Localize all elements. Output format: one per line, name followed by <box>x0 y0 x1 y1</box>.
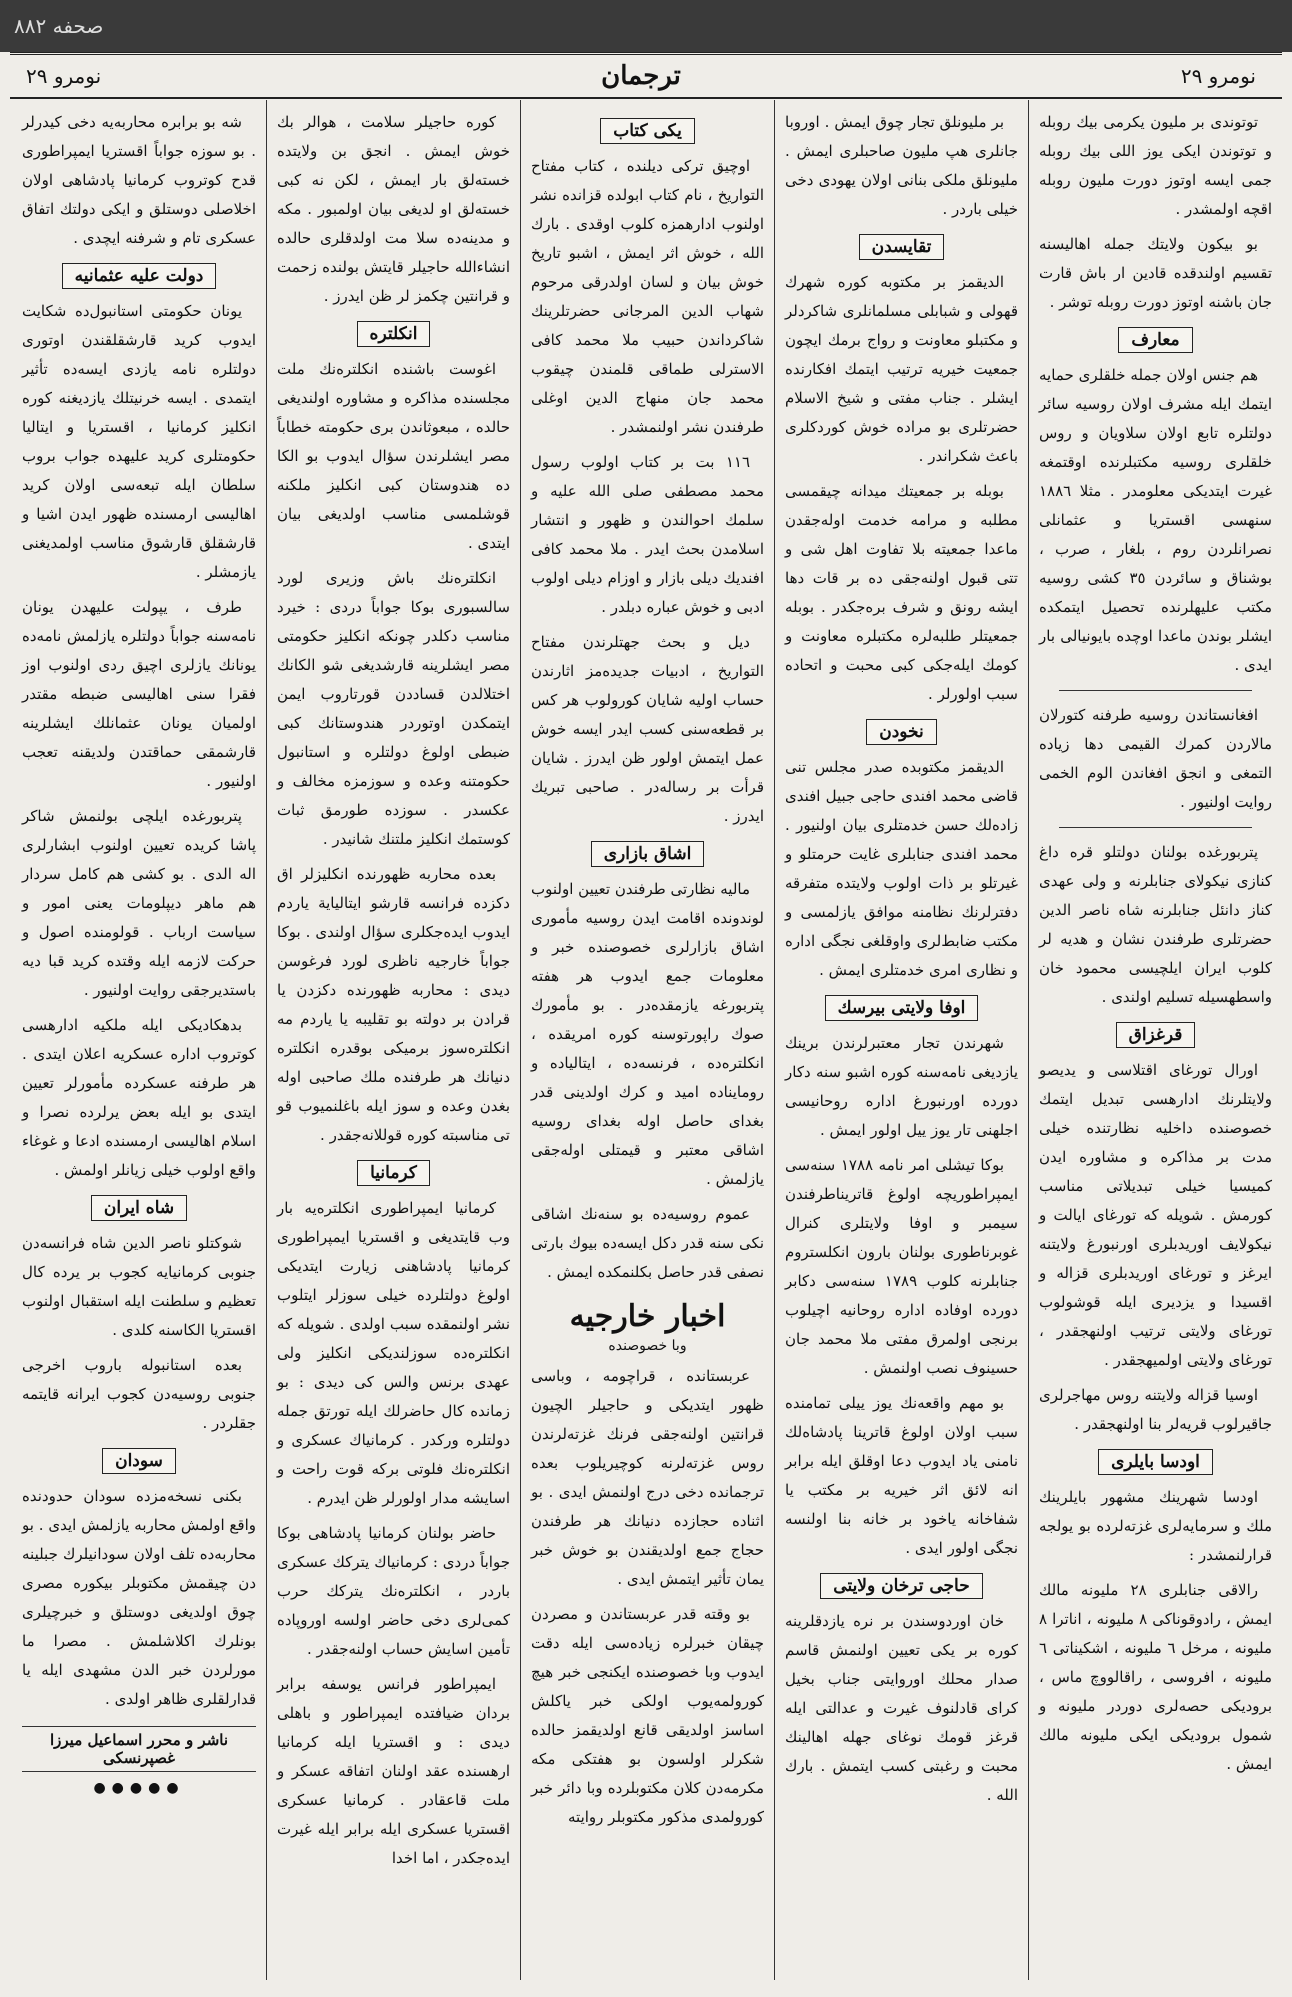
article-paragraph: توتوندی بر مليون يكرمی بيك روبله و توتوندن ايكی يوز اللی بيك روبله جمی ايسه اوتوز دورت مليون روبله اقچه اولمشدر . <box>1039 113 1272 218</box>
article-columns <box>10 100 1282 1980</box>
article-paragraph: شه بو برابره محاربه‌يه دخی كيدرلر . بو سوزه جواباً اقستريا ايمپراطوری قدح كوتروب كرمانيا پادشاهی اولان اخلاصلی دوستلق و ايكی دولتك اتفاق عسكری تام و شرفنه ايچدی . <box>22 113 256 247</box>
article-paragraph: بكنی نسخه‌مزده سودان حدودنده واقع اولمش محاربه يازلمش ايدی . بو محاربه‌ده تلف اولان سودانيلرك جبلينه دن چيقمش مكتوبلر بيكوره مصری چوق اولديغی دوستلق و خبرچيلری بونلرك اكلاشلمش . مصرا ما مورلردن خبر الدن مشهدی ايله يا قدارلقلری ظاهر اولدی . <box>22 1487 256 1708</box>
article-paragraph: بر مليونلق تجار چوق ايمش . اوروبا جانلری هپ مليون صاحبلری ايمش . مليونلق ملكی بنانی اولان يهودی دخی خيلی باردر . <box>785 113 1018 218</box>
section-heading-grain-market: اشاق بازاری <box>531 841 764 867</box>
article-paragraph: رالاقی جنابلری ٢٨ مليونه مالك ايمش ، رادوقوناكی ٨ مليونه ، اناترا ٨ مليونه ، مرخل ٦ مليونه ، اشكيناتی ٦ مليونه ، افروسی ، راقالووچ ماس ، بروديكی حصه‌لری دوردر مليونه و شمول بروديكی ايكی مليونه مالك ايمش . <box>1039 1581 1273 1773</box>
section-heading-shah: شاه ايران <box>22 1195 256 1221</box>
article-paragraph: اوچيق تركی ديلنده ، كتاب مفتاح التواريخ ، نام كتاب ابولده قزانده نشر اولنوب ادارهمزه كلوب اوقدی . بارك الله ، خوش اثر ايمش ، اشبو تاريخ خوش بيان و لسان اولدرقی مرحوم شهاب الدين المرجانی حضرتلرينك شاكرداندن حبيب ملا محمد كافی الاسترلی طماقی قلمندن چيقوب محمد جان منهاج الدين اوغلی طرفندن نشر اولنمشدر . <box>531 157 764 436</box>
article-paragraph: بعده استانبوله باروب اخرجی جنوبی روسيه‌دن كجوب ايرانه قايتمه جقلردر . <box>22 1356 256 1432</box>
section-heading-ottoman: دولت عليه عثمانيه <box>22 263 256 289</box>
article-paragraph: الديقمز بر مكتوبه كوره شهرك قهولی و شبابلی مسلمانلری شاكردلر و مكتبلو معاونت و رواج برمك ايچون جمعيت خيريه ترتيب ايتمك افكارنده ايشلر . جناب مفتی و شيخ الاسلام حضرتلری بو مراده خوش كوردكلری باعث شكراندر . <box>785 273 1018 465</box>
article-paragraph: انكلتره‌نك باش وزيری لورد سالسبوری بوكا جواباً دردی : خيرد مناسب دكلدر چونكه انكليز حكومتی مصر ايشلرينه قارشديغی شو الكانك اختلالدن قساددن قورتاروب ايمن ايتمكدن اوتوردر هندوستانك كبی ضبطی اولوغ دولتلره و استانبول حكومتنه وعده و سوزمزه مخالف و عكسدر . سوزده طورمق ثبات كوستمك انكليز ملتنك شانيدر . <box>277 569 510 848</box>
ornament-dots: ●●●●● <box>93 1780 185 1796</box>
section-heading-city: تقايسدن <box>785 234 1018 260</box>
article-paragraph: اورال تورغای اقتلاسی و يدیصو ولايتلرنك ادارهسی تبديل ايتمك خصوصنده داخليه نظارتنده خيلی مدت بر مذاكره و مشاوره ايدن كميسيا خيلی تبديلاتی مناسب كورمش . شويله كه تورغای ايالت و نيكولايف اوريدبلری اورنبورغ ولايتنه ايرغز و تورغای اوريدبلری قزاله و اقسيدا و يزديری ايله قوشولوب تورغای ولايتی ترتيب اولنهجقدر ، تورغای ولايتی اولميهجقدر . <box>1039 1061 1272 1369</box>
article-paragraph: بعده محاربه ظهورنده انكليزلر اق دكزده فرانسه قارشو ايتالياية ياردم ايدوب ايده‌جكلری سؤال اولندی . بوكا جواباً خارجيه ناظری لورد فرغوسن ديدی : محاربه ظهورنده دكزدن يا قرادن بر دولته بو تقليبه يا ياردم مه انكلتره‌سوز برميكی بوقدره انكلتره دنيانك هر طرفنده ملك صاحبی اوله بغدن وعده و سوز ايله باغلنميوب قو تی مناسبته كوره قوللانه‌جقدر . <box>277 865 510 1144</box>
article-paragraph: خان اوردوسندن بر نره يازدقلرينه كوره بر يكی تعيين اولنمش قاسم صدار محلك اوروايتی جناب بخيل كرای قادلنوف غيرت و عدالتی ايله قرغز قومك نوغای جهله اهالينك محبت و رغبتی كسب ايتمش . بارك الله . <box>785 1612 1018 1804</box>
article-paragraph: بو وقته قدر عربستاندن و مصردن چيقان خبرلره زياده‌سی ايله دقت ايدوب وبا خصوصنده ايكنجی خبر هيچ كورولمه‌يوب اولكی خبر ياكلش اساسز اولديقی قانع اولديقمز حالده شكرلر اولسون بو هفتکی مكه مكرمه‌دن كلان مكتوبلرده وبا دائر خبر كورولمدی مذكور مكتوبلر روايته <box>531 1605 764 1826</box>
publisher-signature: ناشر و محرر اسماعيل ميرزا غصپرنسكی <box>22 1726 256 1772</box>
article-paragraph: طرف ، يپولت عليهدن يونان نامه‌سنه جواباً دولتلره يازلمش نامه‌ده يونانك يازلری اچيق ردی اولنوب اوز فقرا سنی اهاليسی ضبطه مقتدر اولميان يونان عثمانلك ايشلرينه قارشمقی حماقتدن ولديقنه تعجب اولنيور . <box>22 598 256 790</box>
article-paragraph: عربستانده ، قراچومه ، وباسی ظهور ايتديكی و حاجيلر الچيون قرانتين اولنه‌جقی فرنك غزته‌لرندن روس غزته‌لرنه كوچيريلوب بعده ترجمانده دخی درج اولنمش ايدی . بو اثناده حجازده دنيانك هر طرفندن حجاج جمع اولديقندن بو خوش خبر يمان تأثير ايتمش ايدی . <box>531 1367 764 1588</box>
issue-number: نومرو ٢٩ <box>1180 64 1256 88</box>
section-heading-kirgiz: قرغزاق <box>1039 1022 1272 1048</box>
foreign-news-subtitle: وبا خصوصنده <box>608 1338 687 1354</box>
article-paragraph: پتربورغده ايلچی بولنمش شاكر پاشا كريده تعيين اولنوب ابشارلری اله الدی . بو كشی هم كامل سردار هم ماهر ديپلومات يعنی امور و سياست ارباب . قولومنده اصول و حركت لازمه ايله وقتده كريد قبا ديه باستديرجقی روايت اولنيور . <box>22 807 256 999</box>
section-heading-england: انكلتره <box>277 321 510 347</box>
article-paragraph: شهرندن تجار معتبرلرندن برينك يازديغی نامه‌سنه كوره اشبو سنه دكار دورده اورنبورغ اداره روحانيسی اجلهنی تار يوز ييل اولور ايمش . <box>785 1034 1018 1139</box>
column-3 <box>520 100 774 1980</box>
article-paragraph: اودسا شهرينك مشهور بايلرينك ملك و سرمايه‌لری غزته‌لرده بو يولجه قرارلنمشدر : <box>1039 1488 1272 1564</box>
article-paragraph: بو بيكون ولايتك جمله اهاليسنه تقسيم اولندقده قادين ار باش قارت جان باشنه اوتوز دورت روبله توشر . <box>1039 235 1272 311</box>
foreign-news-title: اخبار خارجيه <box>569 1299 726 1334</box>
column-4 <box>266 100 520 1980</box>
article-paragraph: ١١٦ بت بر كتاب اولوب رسول محمد مصطفی صلی الله عليه و سلمك احوالندن و ظهور و انتشار اسلامدن بحث ايدر . ملا محمد كافی افنديك ديلی بازار و اوزام ديلی اولوب ادبی و خوش عباره دبلدر . <box>531 453 764 616</box>
masthead <box>10 52 1282 99</box>
article-paragraph: عموم روسيه‌ده بو سنه‌نك اشاقی نكی سنه قدر دكل ايسه‌ده بيوك بارتی نصفی قدر حاصل بكلنمكده ايمش . <box>531 1205 764 1281</box>
article-paragraph: اوسيا قزاله ولايتنه روس مهاجرلری جاقيرلوب قريه‌لر بنا اولنهجقدر . <box>1039 1386 1272 1433</box>
divider <box>1059 827 1252 828</box>
article-paragraph: هم جنس اولان جمله خلقلری حمايه ايتمك ايله مشرف اولان روسيه سائر دولتلره تابع اولان سلاويان و روس خلقلری روسيه مكتبلرنده اوقتمغه غيرت ايتديكی معلومدر . مثلا ١٨٨٦ سنهسی اقستريا و عثمانلی نصرانلردن روم ، بلغار ، صرب ، بوشناق و سائردن ٣٥ كشی روسيه مكتب عليهلرنده تحصيل ايتمكده ايشلر بوندن ماعدا اوچده بايونيالی بار ايدی . <box>1039 366 1272 674</box>
article-paragraph: ديل و بحث جهتلرندن مفتاح التواريخ ، ادبيات جديده‌مز اثارندن حساب اوليه شايان كورولوب هر كس بر قطعه‌سنی كسب ايدر ايسه خوش عمل ايتمش اولور ظن ايدرز . شايان قرأت بر رساله‌در . صاحبی تبريك ايدرز . <box>531 633 764 825</box>
article-paragraph: بو مهم واقعه‌نك يوز ييلی تمامنده سبب اولان اولوغ قاترينا پادشاه‌لك نامنی ياد ايدوب دعا اوقلق ايله برابر انه لائق اثر خيريه بر مكتب يا شفاخانه ياخود بر خانه بنا اولنسه نجگی اولور ايدی . <box>785 1394 1018 1557</box>
section-heading-city: نخودن <box>785 719 1018 745</box>
column-2 <box>774 100 1028 1980</box>
article-paragraph: يونان حكومتی استانبول‌ده شكايت ايدوب كريد قارشقلقندن اوتوری دولتلره نامه يازدی ايسه‌ده تأثير ايتمدی . ايسه خرنيتلك يازديغنه كوره انكليز كرمانيا ، اقستريا و ايتاليا حكومتلری كريد عليهده جواب بروب سلطان ايله تبعه‌سی اولان كريد اهاليسی ارمسنده ظهور ايدن اشيا و قارشقلق قارشوق مناسب اولمديغنی يازمشلر . <box>22 302 256 581</box>
article-paragraph: حاضر بولنان كرمانيا پادشاهی بوكا جواباً دردی : كرمانياك يتركك عسكری باردر ، انكلتره‌نك يتركك حرب كمی‌لری دخی حاضر اولسه اوروپاده تأمين اسايش حساب اولنه‌جقدر . <box>277 1524 510 1658</box>
column-1 <box>1028 100 1282 1980</box>
article-paragraph: بدهكاديكی ايله ملكيه ادارهسی كوتروب اداره عسكريه اعلان ايتدی . هر طرفنه عسكرده مأمورلر تعيين ايتدی بو ايله بعض يرلرده نصرا و اسلام اهاليسی ارمسنده ادعا و غوغاء واقع اولوب خيلی زيانلر اولمش . <box>22 1016 256 1179</box>
section-heading-sudan: سودان <box>22 1448 256 1474</box>
section-heading-germany: كرمانيا <box>277 1160 510 1186</box>
article-paragraph: ايمپراطور فرانس يوسفه برابر بردان ضيافتده ايمپراطور و باهلی ديدی : و اقستريا ايله كرمانيا ارهسنده عقد اولنان اتفاقه عسكر و ملت قاعقادر . كرمانيا عسكری اقستريا عسكری ايله برابر ايله غيرت ايده‌جكدر ، اما اخدا <box>277 1675 510 1867</box>
article-paragraph: بوكا تيشلی امر نامه ١٧٨٨ سنه‌سی ايمپراطوريچه اولوغ قاتريناطرفندن سيمبر و اوفا ولايتلری كنرال غوبرناطوری بولنان بارون انكلستروم جنابلرنه كلوب ١٧٨٩ سنه‌سی دكابر دورده اوفاده اداره روحانيه اچيلوب برنجی اولمرق مفتی ملا محمد جان حسينوف نصب اولنمش . <box>785 1156 1018 1377</box>
article-paragraph: بوبله بر جمعيتك ميدانه چيقمسی مطلبه و مرامه خدمت اوله‌جقدن ماعدا جمعيته بلا تفاوت اهل شی و تتی قبول اولنه‌جقی ده بر قات دها ايشه رونق و شرف بره‌جكدر . بوبله جمعيتلر طلبه‌لره مكتبلره معاونت و كومك ايله‌جكی كبی محبت و اتحاده سبب اولورلر . <box>785 482 1018 703</box>
article-paragraph: اغوست باشنده انكلتره‌نك ملت مجلسنده مذاكره و مشاوره اولنديغی حالده ، مبعوثاندن بری حكومته خطاباً مصر ايشلرندن سؤال ايدوب بو الكا ده هندوستان كبی انكليز ملكنه قوشلمسی مناسب اولديغی بيان ايتدی . <box>277 360 510 552</box>
article-paragraph: ماليه نظارتی طرفندن تعيين اولنوب لوندونده اقامت ايدن روسيه مأموری اشاق بازارلری خصوصنده خبر و معلومات جمع ايدوب هر هفته پتربورغه يازمقده‌در . بو مأمورك صوك راپورتوسنه كوره امريقده ، انكلتره‌ده ، فرنسه‌ده ، ايتاليا‌ده و روماينا‌ده اميد و كرك اولدينی قدر بغدای حاصل اوله بغدای روسيه اشاقی معتبر و قيمتلی اوله‌جقی يازلمش . <box>531 880 764 1188</box>
section-heading-maarif: معارف <box>1039 327 1272 353</box>
section-heading-new-book: يكی كتاب <box>531 118 764 144</box>
section-heading-ufa: اوفا ولايتی بيرسك <box>785 995 1018 1021</box>
page-number: ۸۸۲ صحفه <box>14 14 104 38</box>
article-paragraph: الديقمز مكتوبده صدر مجلس تنی قاضی محمد افندی حاجی جبيل افندی زاده‌لك حسن خدمتلری بيان اولنيور . محمد افندی جنابلری غايت حرمتلو و غيرتلو بر ذات اولوب ولايتده متفرقه دفترلرنك نظامنه موافق يازلمسی و مكتب ضابط‌لری واوقلغی نجگی اداره و نظاری امری خدمتلری ايمش . <box>785 758 1018 979</box>
section-heading-odessa: اودسا بايلری <box>1039 1449 1272 1475</box>
article-paragraph: شوكتلو ناصر الدين شاه فرانسه‌دن جنوبی كرمانيايه كجوب بر يرده كال تعظيم و سلطنت ايله استقبال اولنوب اقستريا الكاسنه كلدی . <box>22 1234 256 1339</box>
article-paragraph: پتربورغده بولنان دولتلو قره داغ كنازی نيكولای جنابلرنه و ولی عهدی كناز دانئل جنابلرنه شاه ناصر الدين حضرتلری طرفندن نشان و هديه لر كلوب ايران ايلچيسی محمود خان واسطهسيله تسليم اولندی . <box>1039 843 1272 1006</box>
newspaper-title: ترجمان <box>601 61 681 91</box>
column-5 <box>12 100 266 1980</box>
article-paragraph: افغانستاندن روسيه طرفنه كتورلان مالاردن كمرك القيمی دها زياده التمغی و انجق افغاندن الوم الخمی روايت اولنيور . <box>1039 706 1272 811</box>
section-heading-astrakhan: حاجی ترخان ولايتی <box>785 1573 1018 1599</box>
article-paragraph: كوره حاجيلر سلامت ، هوالر بك خوش ايمش . انجق بن ولايتده خسته‌لق بار ايمش ، لكن نه كبی خسته‌لق او لديغی بيان اولمبور . مكه و مدينه‌ده سلا مت اولدقلری حالده انشاءالله حاجيلر قايتش بولنده زحمت و قرانتين چكمز لر ظن ايدرز . <box>277 113 510 305</box>
scan-top-strip <box>0 0 1292 52</box>
article-paragraph: كرمانيا ايمپراطوری انكلتره‌يه بار وب قايتديغی و اقستريا ايمپراطوری كرمانيا پادشاهنی زيارت ايتديكی اولوغ دولتلرده خيلی سوزلر ايتلوب نشر اولنمقده سبب اولدی . شويله كه انكلتره‌ده سوزلنديكی انكليز ولی عهدی برنس والس كی ديدی : بو زمانده كال حاضرلك ايله تورتق جمله دولتلره وركدر . كرمانياك عسكری و انكلتره‌نك فلوتی بركه قوت راحت و اسايشه مدار اولورلر ظن ايدرم . <box>277 1199 510 1507</box>
divider <box>1059 690 1252 691</box>
issue-number-left: نومرو ٢٩ <box>26 64 102 88</box>
